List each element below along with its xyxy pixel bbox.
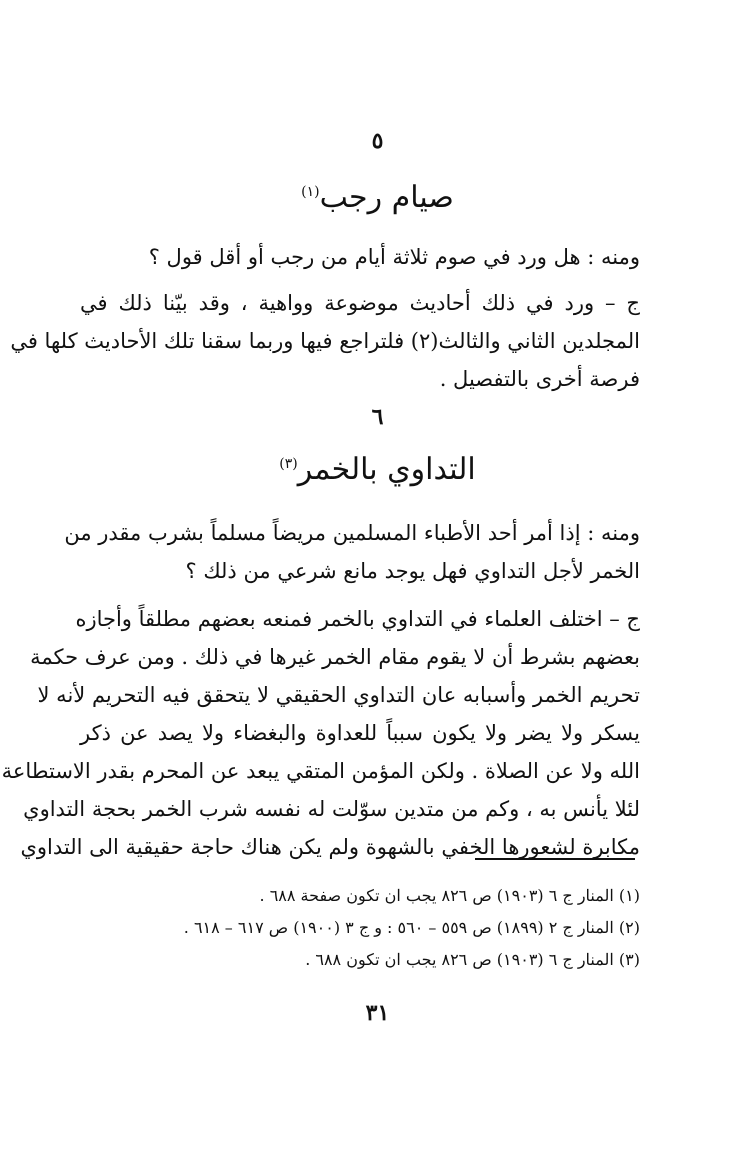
footnotes <box>80 880 640 976</box>
section-title-6-text: التداوي بالخمر <box>297 452 476 487</box>
footnote-divider <box>475 858 635 860</box>
footnote-2: (٢) المنار ج ٢ (١٨٩٩) ص ٥٥٩ – ٥٦٠ : و ج ٣ (١٩٠٠) ص ٦١٧ – ٦١٨ . <box>183 918 640 937</box>
text-line: ج – اختلف العلماء في التداوي بالخمر فمنعه بعضهم مطلقاً وأجازه <box>75 607 640 631</box>
text-line: المجلدين الثاني والثالث(٢) فلتراجع فيها وربما سقنا تلك الأحاديث كلها في <box>10 329 640 353</box>
text-line: مكابرة لشعورها الخفي بالشهوة ولم يكن هناك حاجة حقيقية الى التداوي <box>20 835 640 859</box>
text-line: فرصة أخرى بالتفصيل . <box>439 367 640 391</box>
footnote-ref-3: (٣) <box>279 456 298 472</box>
section-title-5-text: صيام رجب <box>319 180 454 215</box>
page-number: ٣١ <box>365 1000 390 1026</box>
section-title-6 <box>0 452 755 487</box>
text-line: لئلا يأنس به ، وكم من متدين سوّلت له نفسه شرب الخمر بحجة التداوي <box>23 797 640 821</box>
section5-question <box>80 238 640 276</box>
section5-answer <box>10 284 640 398</box>
text-line: ومنه : إذا أمر أحد الأطباء المسلمين مريضاً مسلماً بشرب مقدر من <box>64 521 640 545</box>
text-line: تحريم الخمر وأسبابه عان التداوي الحقيقي لا يتحقق فيه التحريم لأنه لا <box>37 683 640 707</box>
section-title-5 <box>0 180 755 215</box>
text-line: الله ولا عن الصلاة . ولكن المؤمن المتقي يبعد عن المحرم بقدر الاستطاعة <box>1 759 640 783</box>
section-number-6: ٦ <box>371 404 384 430</box>
section6-answer <box>1 600 640 866</box>
footnote-1: (١) المنار ج ٦ (١٩٠٣) ص ٨٢٦ يجب ان تكون صفحة ٦٨٨ . <box>259 886 640 905</box>
footnote-ref-1: (١) <box>301 184 320 200</box>
section-number-5: ٥ <box>371 128 384 154</box>
section6-question <box>64 514 640 590</box>
text-line: ج – ورد في ذلك أحاديث موضوعة وواهية ، وقد بيّنا ذلك في <box>80 291 640 315</box>
text-line: بعضهم بشرط أن لا يقوم مقام الخمر غيرها في ذلك . ومن عرف حكمة <box>30 645 640 669</box>
text-line: ومنه : هل ورد في صوم ثلاثة أيام من رجب أو أقل قول ؟ <box>148 245 640 269</box>
text-line: يسكر ولا يضر ولا يكون سبباً للعداوة والبغضاء ولا يصد عن ذكر <box>80 721 640 745</box>
text-line: الخمر لأجل التداوي فهل يوجد مانع شرعي من ذلك ؟ <box>185 559 640 583</box>
footnote-3: (٣) المنار ج ٦ (١٩٠٣) ص ٨٢٦ يجب ان تكون ٦٨٨ . <box>305 950 640 969</box>
